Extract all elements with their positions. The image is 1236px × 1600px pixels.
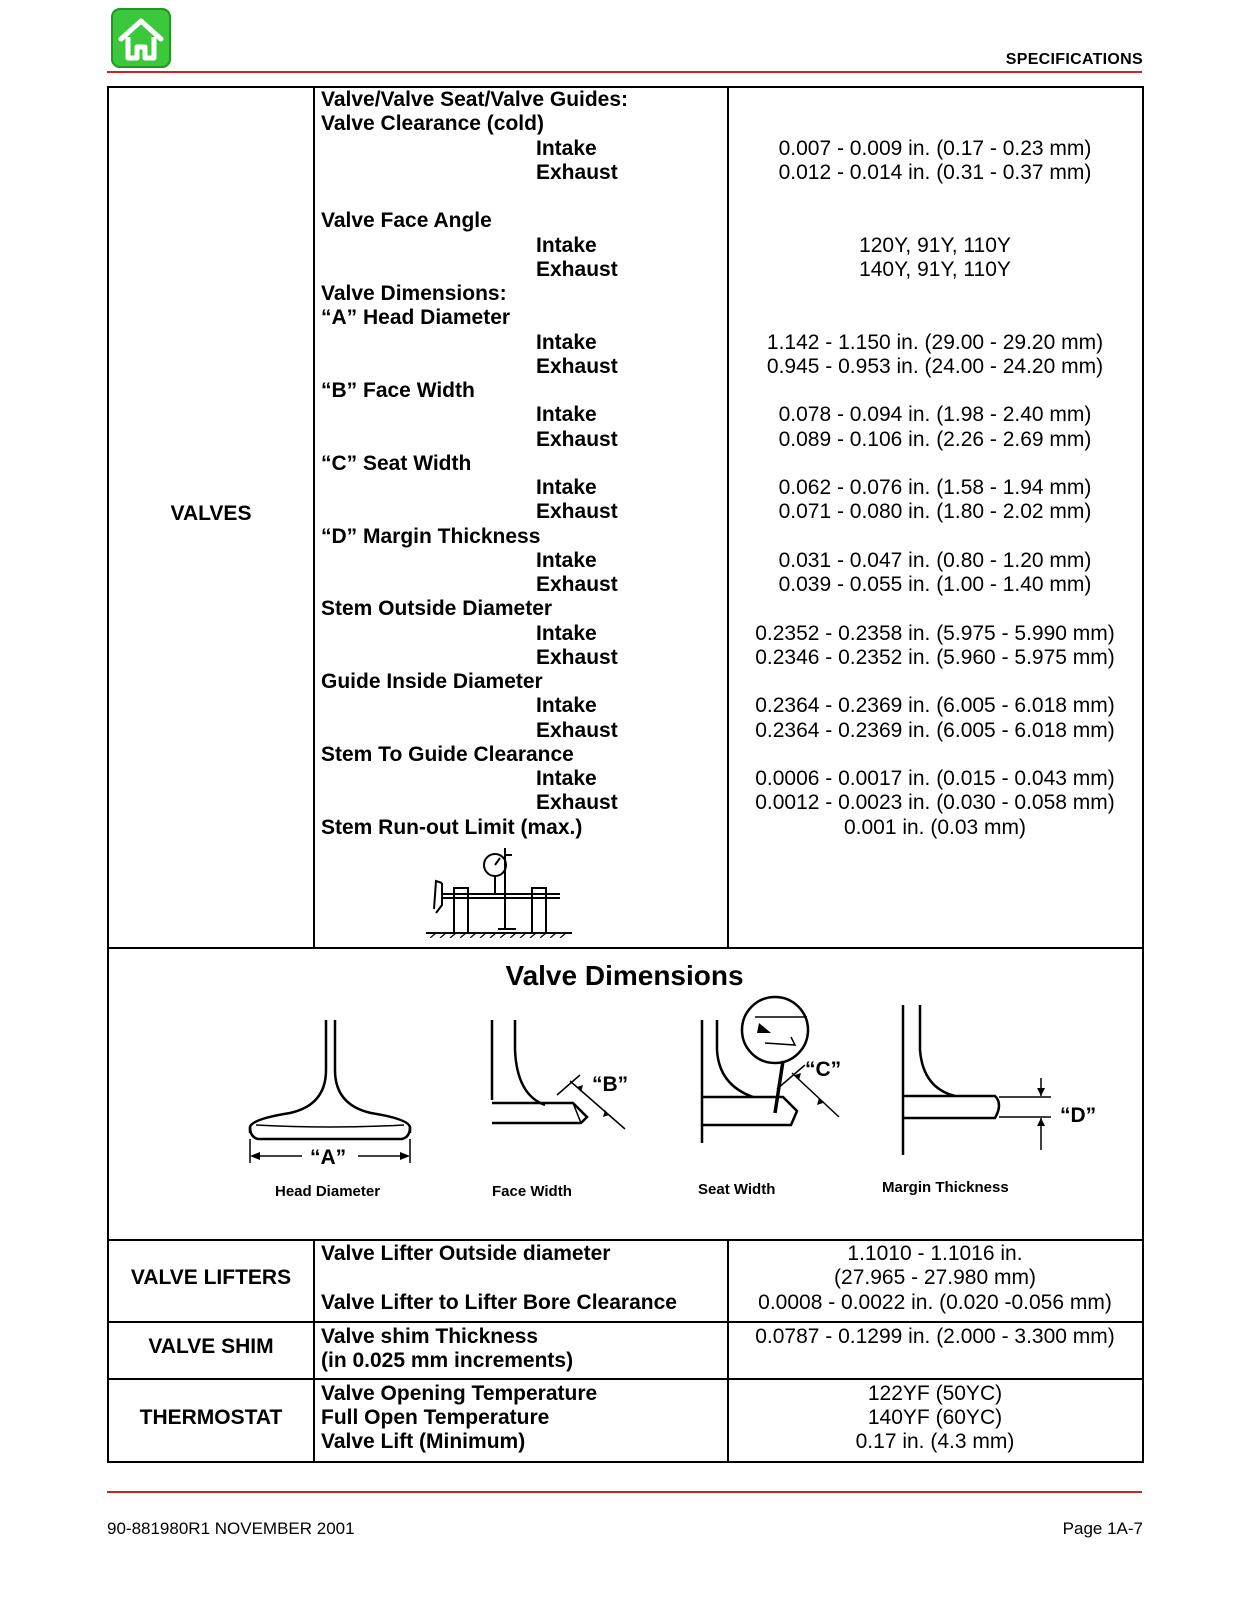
spec-label: Valve Face Angle [321,209,492,232]
spec-value: 0.945 - 0.953 in. (24.00 - 24.20 mm) [766,355,1104,378]
spec-value: 1.1010 - 1.1016 in. [847,1242,1023,1265]
spec-sublabel: Exhaust [536,355,618,378]
spec-label: Valve Lift (Minimum) [321,1430,526,1453]
spec-label: Full Open Temperature [321,1406,550,1429]
label-d: “D” [1060,1104,1097,1127]
spec-sublabel: Exhaust [536,646,618,669]
spec-sublabel: Exhaust [536,500,618,523]
spec-label: Valve Clearance (cold) [321,112,544,135]
divider [107,1239,1142,1241]
spec-value: 140YF (60YC) [867,1406,1003,1429]
spec-value: 122YF (50YC) [867,1382,1003,1405]
spec-sublabel: Intake [536,549,597,572]
spec-label: “B” Face Width [321,379,475,402]
spec-value: 0.007 - 0.009 in. (0.17 - 0.23 mm) [778,137,1092,160]
spec-label: “C” Seat Width [321,452,472,475]
spec-sublabel: Intake [536,476,597,499]
spec-label: Valve Lifter Outside diameter [321,1242,611,1265]
spec-sublabel: Exhaust [536,573,618,596]
header-rule [107,71,1142,73]
spec-label: Stem Run-out Limit (max.) [321,816,583,839]
caption-head-diameter: Head Diameter [275,1183,381,1200]
category-valve-lifters: VALVE LIFTERS [130,1266,292,1289]
category-thermostat: THERMOSTAT [139,1406,283,1429]
spec-sublabel: Exhaust [536,428,618,451]
spec-value: 0.2364 - 0.2369 in. (6.005 - 6.018 mm) [755,719,1115,742]
section-title: SPECIFICATIONS [1005,51,1143,68]
spec-sublabel: Exhaust [536,258,618,281]
spec-value: 0.071 - 0.080 in. (1.80 - 2.02 mm) [778,500,1092,523]
label-b: “B” [592,1073,629,1096]
label-c: “C” [805,1058,842,1081]
category-valves: VALVES [170,502,252,525]
home-icon [111,8,171,68]
spec-sublabel: Intake [536,694,597,717]
spec-value: 0.0787 - 0.1299 in. (2.000 - 3.300 mm) [755,1325,1115,1348]
spec-value: 0.2346 - 0.2352 in. (5.960 - 5.975 mm) [755,646,1115,669]
spec-label: Valve shim Thickness [321,1325,539,1348]
spec-value: 0.001 in. (0.03 mm) [843,816,1027,839]
spec-sublabel: Intake [536,331,597,354]
spec-sublabel: Exhaust [536,791,618,814]
caption-face-width: Face Width [492,1183,572,1200]
spec-value: 0.012 - 0.014 in. (0.31 - 0.37 mm) [778,161,1092,184]
diagram-title: Valve Dimensions [505,960,744,991]
spec-sublabel: Intake [536,767,597,790]
spec-sublabel: Intake [536,403,597,426]
spec-value: 1.142 - 1.150 in. (29.00 - 29.20 mm) [766,331,1104,354]
spec-value: 0.2352 - 0.2358 in. (5.975 - 5.990 mm) [755,622,1115,645]
divider [107,947,1142,949]
dial-indicator-illustration [420,843,580,938]
caption-margin-thickness: Margin Thickness [882,1179,1009,1196]
spec-label: Stem To Guide Clearance [321,743,574,766]
spec-sublabel: Exhaust [536,161,618,184]
caption-seat-width: Seat Width [698,1181,776,1198]
spec-value: 140Y, 91Y, 110Y [859,258,1011,281]
spec-label: “D” Margin Thickness [321,525,541,548]
spec-label: “A” Head Diameter [321,306,511,329]
spec-value: 0.0008 - 0.0022 in. (0.020 -0.056 mm) [758,1291,1112,1314]
spec-label: Valve Lifter to Lifter Bore Clearance [321,1291,677,1314]
divider [107,1378,1142,1380]
spec-sublabel: Intake [536,234,597,257]
spec-value: 0.039 - 0.055 in. (1.00 - 1.40 mm) [778,573,1092,596]
divider [107,1321,1142,1323]
spec-label: Stem Outside Diameter [321,597,553,620]
spec-sublabel: Intake [536,622,597,645]
spec-value: 0.062 - 0.076 in. (1.58 - 1.94 mm) [778,476,1092,499]
spec-value: 0.17 in. (4.3 mm) [855,1430,1015,1453]
spec-value: 0.0012 - 0.0023 in. (0.030 - 0.058 mm) [755,791,1115,814]
spec-sublabel: Exhaust [536,719,618,742]
spec-value: (27.965 - 27.980 mm) [834,1266,1036,1289]
spec-value: 0.031 - 0.047 in. (0.80 - 1.20 mm) [778,549,1092,572]
spec-value: 0.078 - 0.094 in. (1.98 - 2.40 mm) [778,403,1092,426]
spec-value: 0.089 - 0.106 in. (2.26 - 2.69 mm) [778,428,1092,451]
spec-value: 0.2364 - 0.2369 in. (6.005 - 6.018 mm) [755,694,1115,717]
page-number: Page 1A-7 [1062,1519,1143,1538]
spec-label: Valve/Valve Seat/Valve Guides: [321,88,629,111]
spec-label: Valve Dimensions: [321,282,507,305]
label-a: “A” [310,1146,347,1169]
spec-value: 120Y, 91Y, 110Y [859,234,1011,257]
footer-rule [107,1491,1142,1493]
spec-label: (in 0.025 mm increments) [321,1349,574,1372]
doc-number: 90-881980R1 NOVEMBER 2001 [107,1519,355,1538]
home-button[interactable] [111,8,171,68]
category-valve-shim: VALVE SHIM [148,1335,274,1358]
spec-value: 0.0006 - 0.0017 in. (0.015 - 0.043 mm) [755,767,1115,790]
spec-sublabel: Intake [536,137,597,160]
margin-thickness-diagram [895,1000,1055,1160]
spec-label: Valve Opening Temperature [321,1382,598,1405]
spec-label: Guide Inside Diameter [321,670,543,693]
